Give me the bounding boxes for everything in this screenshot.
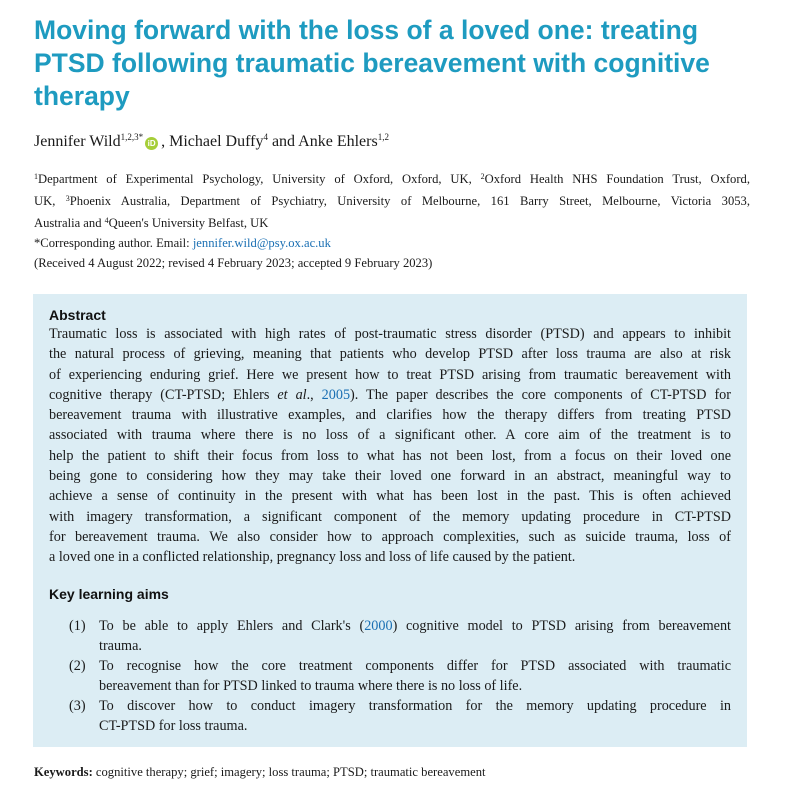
- list-line: To discover how to conduct imagery transformation for the memory updating procedure in: [99, 698, 731, 714]
- author-separator: ,: [161, 133, 166, 150]
- abstract-fragment: ). The paper describes the core components of CT-PTSD for: [350, 386, 732, 403]
- author-affiliation-marks: 1,2: [377, 132, 389, 142]
- affil-mark: 4: [104, 216, 109, 225]
- abstract-line: a loved one in a conflicted relationship, pregnancy loss and loss of life caused by the patient.: [49, 549, 576, 566]
- list-line: To recognise how the core treatment components differ for PTSD associated with traumatic: [99, 658, 731, 674]
- abstract-line: the natural process of grieving, meaning that patients who develop PTSD after loss trauma are also at risk: [49, 346, 731, 363]
- affil-text: Oxford Health NHS Foundation Trust, Oxford,: [484, 172, 750, 186]
- author-affiliation-marks: 1,2,3: [120, 132, 139, 142]
- list-number: (3): [69, 698, 86, 714]
- affil-text: UK,: [34, 194, 66, 208]
- title-line: PTSD following traumatic bereavement with cognitive: [34, 48, 710, 78]
- email-link[interactable]: jennifer.wild@psy.ox.ac.uk: [192, 236, 331, 250]
- abstract-line: for bereavement trauma. We also consider how to approach complexities, such as suicide trauma, loss of: [49, 528, 731, 545]
- author-list: [34, 132, 389, 151]
- author-affiliation-marks: 4: [263, 132, 268, 142]
- affil-mark: 3: [65, 194, 70, 203]
- abstract-line: help the patient to shift their focus from loss to what has not been lost, from a focus on their loved one: [49, 447, 731, 464]
- affil-text: Department of Experimental Psychology, University of Oxford, Oxford, UK,: [38, 172, 481, 186]
- list-fragment: To be able to apply Ehlers and Clark's (: [99, 618, 365, 634]
- abstract-line: associated with trauma where there is no loss of a significant other. A core aim of the treatment is to: [49, 427, 731, 444]
- corresponding-label: *Corresponding author. Email:: [34, 236, 193, 250]
- affil-text: Queen's University Belfast, UK: [108, 216, 269, 230]
- abstract-line: bereavement trauma with illustrative examples, and clarifies how the therapy differs from treating PTSD: [49, 407, 731, 424]
- affiliation-line: [34, 189, 750, 211]
- affiliation-line: [34, 167, 750, 189]
- list-line: CT-PTSD for loss trauma.: [99, 718, 248, 734]
- affiliation-line: [34, 211, 750, 233]
- received-dates: (Received 4 August 2022; revised 4 February 2023; accepted 9 February 2023): [34, 256, 433, 270]
- author-name[interactable]: Anke Ehlers: [298, 133, 378, 150]
- title-line: therapy: [34, 81, 130, 111]
- abstract-line: of experiencing enduring grief. Here we present how to treat PTSD arising from traumatic bereavement with: [49, 366, 731, 383]
- abstract-line: achieve a sense of continuity in the present with what has been lost in the past. This is often achieved: [49, 488, 731, 505]
- title-line: Moving forward with the loss of a loved one: treating: [34, 15, 699, 45]
- abstract-text: [49, 324, 731, 568]
- list-line: trauma.: [99, 638, 142, 654]
- affiliations: [34, 167, 750, 253]
- keywords-text: cognitive therapy; grief; imagery; loss trauma; PTSD; traumatic bereavement: [92, 765, 486, 779]
- abstract-line: with imagery transformation, a significant component of the memory updating procedure in CT-PTSD: [49, 508, 731, 525]
- affil-mark: 2: [480, 172, 485, 181]
- learning-aims-heading: Key learning aims: [49, 586, 169, 602]
- author-name[interactable]: Michael Duffy: [169, 133, 264, 150]
- affil-text: Australia and: [34, 216, 105, 230]
- list-line: bereavement than for PTSD linked to trauma where there is no loss of life.: [99, 678, 523, 694]
- abstract-fragment: et al: [277, 386, 307, 403]
- corresponding-author: [34, 233, 750, 253]
- keywords: [34, 765, 486, 780]
- orcid-icon[interactable]: iD: [145, 137, 158, 150]
- list-item: [69, 656, 731, 696]
- list-number: (2): [69, 658, 86, 674]
- citation-link[interactable]: 2000: [364, 618, 393, 634]
- list-line: [99, 616, 731, 636]
- abstract-fragment: cognitive therapy (CT-PTSD; Ehlers: [49, 386, 278, 403]
- list-item: [69, 616, 731, 656]
- learning-aims-list: [69, 616, 731, 736]
- affil-mark: 1: [34, 172, 38, 181]
- keywords-label: Keywords:: [34, 765, 93, 779]
- author-name[interactable]: Jennifer Wild: [34, 133, 121, 150]
- affil-text: Phoenix Australia, Department of Psychiatry, University of Melbourne, 161 Barry Street, Melbourne, Victoria 3053,: [69, 194, 750, 208]
- author-conjunction: and: [271, 133, 296, 150]
- list-fragment: ) cognitive model to PTSD arising from bereavement: [392, 618, 731, 634]
- abstract-line: Traumatic loss is associated with high rates of post-traumatic stress disorder (PTSD) and appears to inhibit: [49, 326, 731, 342]
- list-number: (1): [69, 618, 86, 634]
- abstract-line: being gone to considering how they may take their loved one forward in an abstract, meaningful way to: [49, 468, 731, 485]
- abstract-line: [49, 385, 731, 405]
- citation-link[interactable]: 2005: [321, 386, 351, 403]
- corresponding-mark: *: [138, 132, 144, 142]
- abstract-heading: Abstract: [49, 307, 106, 323]
- list-item: [69, 696, 731, 736]
- article-title: [34, 14, 774, 113]
- abstract-fragment: .,: [306, 386, 322, 403]
